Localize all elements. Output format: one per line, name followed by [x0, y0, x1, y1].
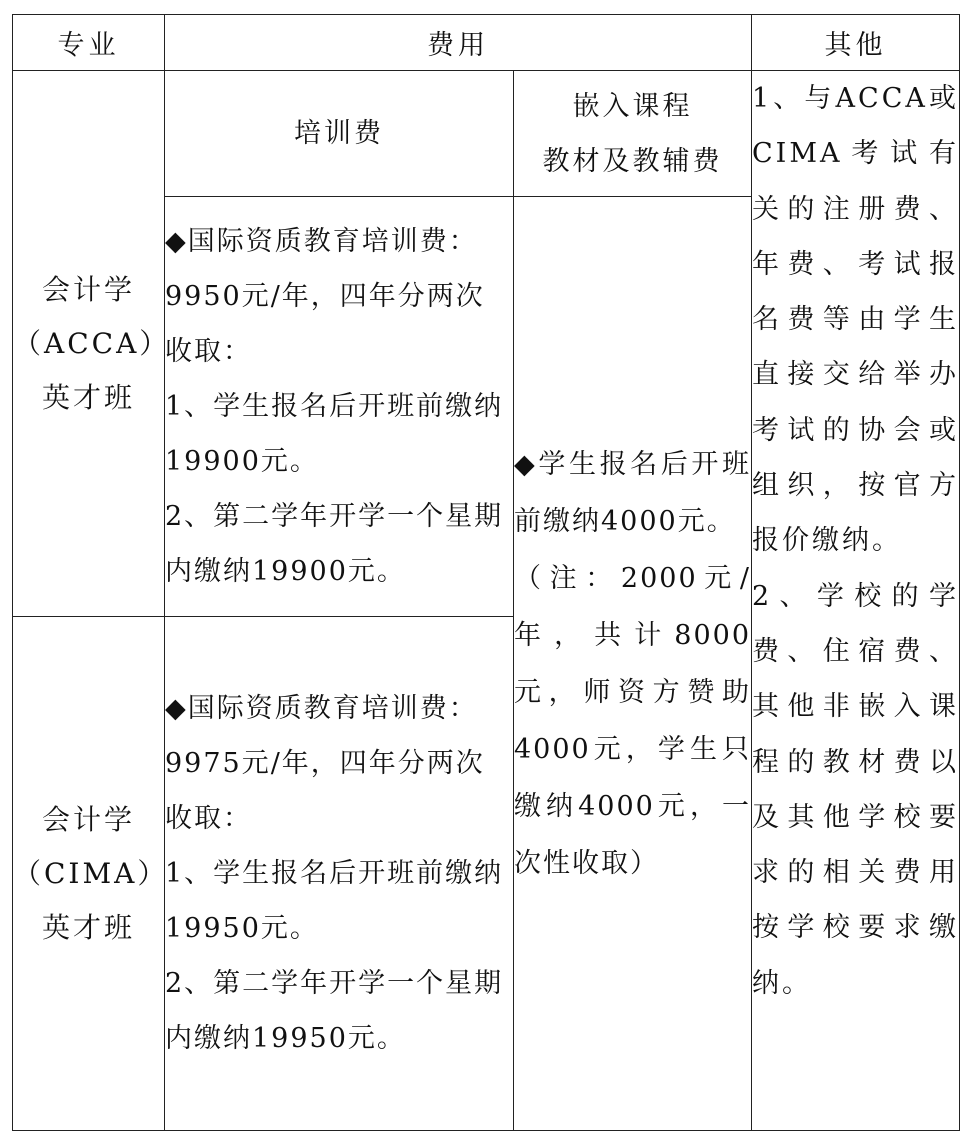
- other-item-2: 2、学校的学费、住宿费、其他非嵌入课程的教材费以及其他学校要求的相关费用按学校要求缴纳。: [752, 580, 959, 999]
- major-cima-line2: （CIMA）: [13, 856, 169, 890]
- subheader-materials-line1: 嵌入课程: [572, 90, 693, 122]
- fee-acca-line3: 2、第二学年开学一个星期内缴纳19900元。: [165, 501, 504, 587]
- major-cima-line3: 英才班: [41, 910, 135, 944]
- major-acca-line1: 会计学: [41, 272, 135, 306]
- header-row: [13, 15, 960, 71]
- subheader-row: [13, 71, 960, 197]
- major-acca-line3: 英才班: [41, 380, 135, 414]
- major-cima-cell: [13, 617, 169, 1131]
- major-cima-line1: 会计学: [41, 802, 135, 836]
- other-item-1: 1、与ACCA或CIMA考试有关的注册费、年费、考试报名费等由学生直接交给举办考试的协会或组织，按官方报价缴纳。: [752, 83, 959, 557]
- major-acca-cell: [13, 71, 171, 617]
- materials-line2: （注：2000元/年，共计8000元，师资方赞助4000元，学生只缴纳4000元，一次性收取）: [514, 562, 751, 879]
- fee-cima-line1: ◆国际资质教育培训费：9975元/年，四年分两次收取：: [165, 693, 485, 834]
- header-fees: 费用: [165, 15, 752, 71]
- subheader-training: 培训费: [165, 71, 514, 197]
- header-other: 其他: [752, 15, 960, 71]
- fee-cima-line3: 2、第二学年开学一个星期内缴纳19950元。: [165, 968, 504, 1054]
- fee-acca-cell: [165, 197, 514, 617]
- fee-table: [12, 14, 960, 1131]
- fee-cima-cell: [165, 617, 514, 1131]
- fee-acca-line2: 1、学生报名后开班前缴纳19900元。: [165, 391, 504, 477]
- subheader-materials: [514, 71, 752, 197]
- materials-line1: ◆学生报名后开班前缴纳4000元。: [514, 448, 751, 537]
- fee-acca-line1: ◆国际资质教育培训费：9950元/年，四年分两次收取：: [165, 226, 485, 367]
- major-acca-line2: （ACCA）: [13, 326, 171, 360]
- other-cell: [752, 71, 960, 1131]
- fee-cima-line2: 1、学生报名后开班前缴纳19950元。: [165, 858, 504, 944]
- subheader-materials-line2: 教材及教辅费: [542, 145, 723, 177]
- materials-cell: [514, 197, 752, 1131]
- header-major: 专业: [13, 15, 165, 71]
